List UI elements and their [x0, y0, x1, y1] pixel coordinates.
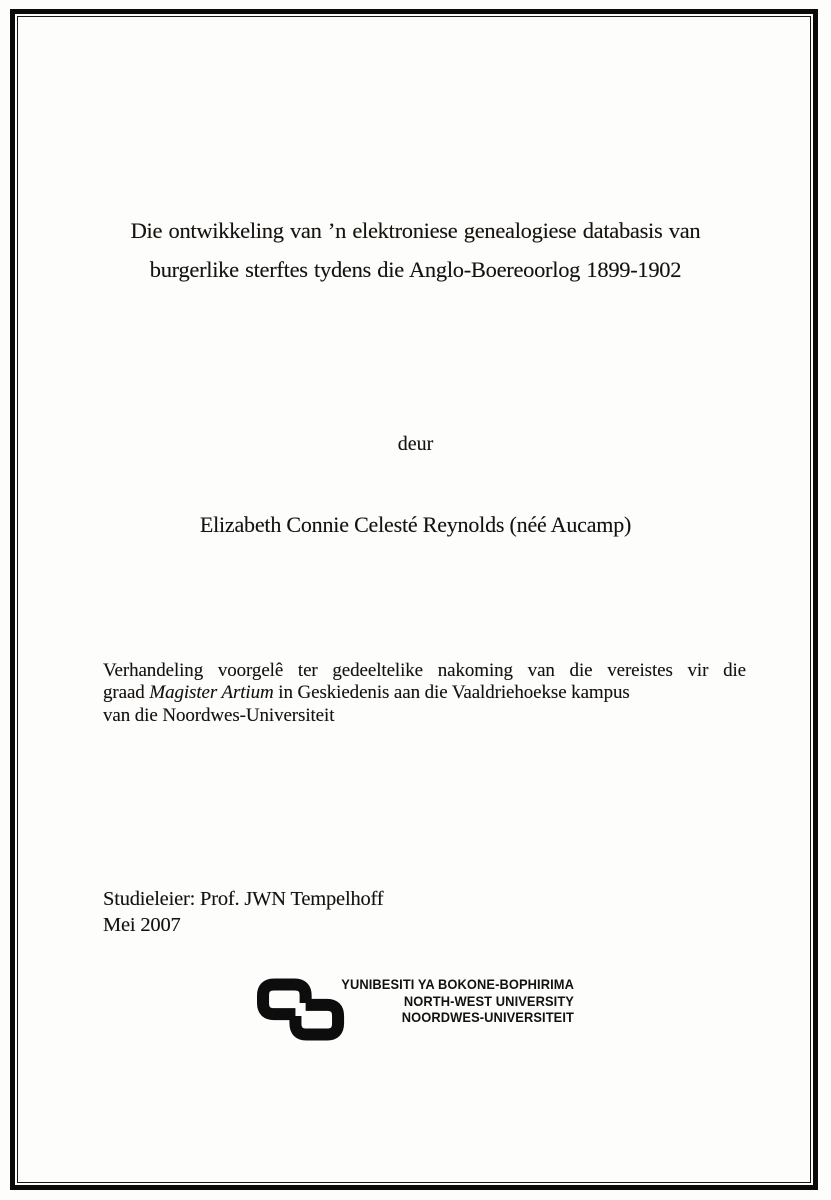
thesis-title	[70, 212, 761, 289]
degree-statement-line-1: Verhandeling voorgelê ter gedeeltelike nakoming van die vereistes vir die	[103, 660, 746, 681]
degree-statement-line-2	[103, 682, 746, 704]
supervisor-line: Studieleier: Prof. JWN Tempelhoff	[103, 888, 384, 910]
date-line: Mei 2007	[103, 913, 181, 936]
degree-statement-line-2-pre: graad	[103, 682, 150, 704]
degree-name-italic: Magister Artium	[149, 682, 274, 704]
thesis-title-line-2: burgerlike sterftes tydens die Anglo-Boereoorlog 1899-1902	[149, 256, 682, 282]
degree-statement-line-2-post: in Geskiedenis aan die Vaaldriehoekse kampus	[273, 682, 630, 704]
logo-text-setswana: YUNIBESITI YA BOKONE-BOPHIRIMA	[341, 976, 574, 992]
university-logo	[256, 975, 586, 1050]
supervisor-block	[103, 887, 383, 938]
degree-statement	[103, 660, 746, 727]
university-logo-text	[337, 976, 574, 1026]
nwu-logo-icon	[256, 978, 346, 1041]
logo-text-afrikaans: NOORDWES-UNIVERSITEIT	[401, 1009, 574, 1025]
author-name: Elizabeth Connie Celesté Reynolds (néé Aucamp)	[199, 512, 632, 537]
byline-label: deur	[397, 433, 434, 455]
logo-text-english: NORTH-WEST UNIVERSITY	[403, 992, 574, 1009]
thesis-title-line-1: Die ontwikkeling van ’n elektroniese genealogiese databasis van	[130, 218, 701, 243]
degree-statement-line-3: van die Noordwes-Universiteit	[103, 704, 335, 726]
